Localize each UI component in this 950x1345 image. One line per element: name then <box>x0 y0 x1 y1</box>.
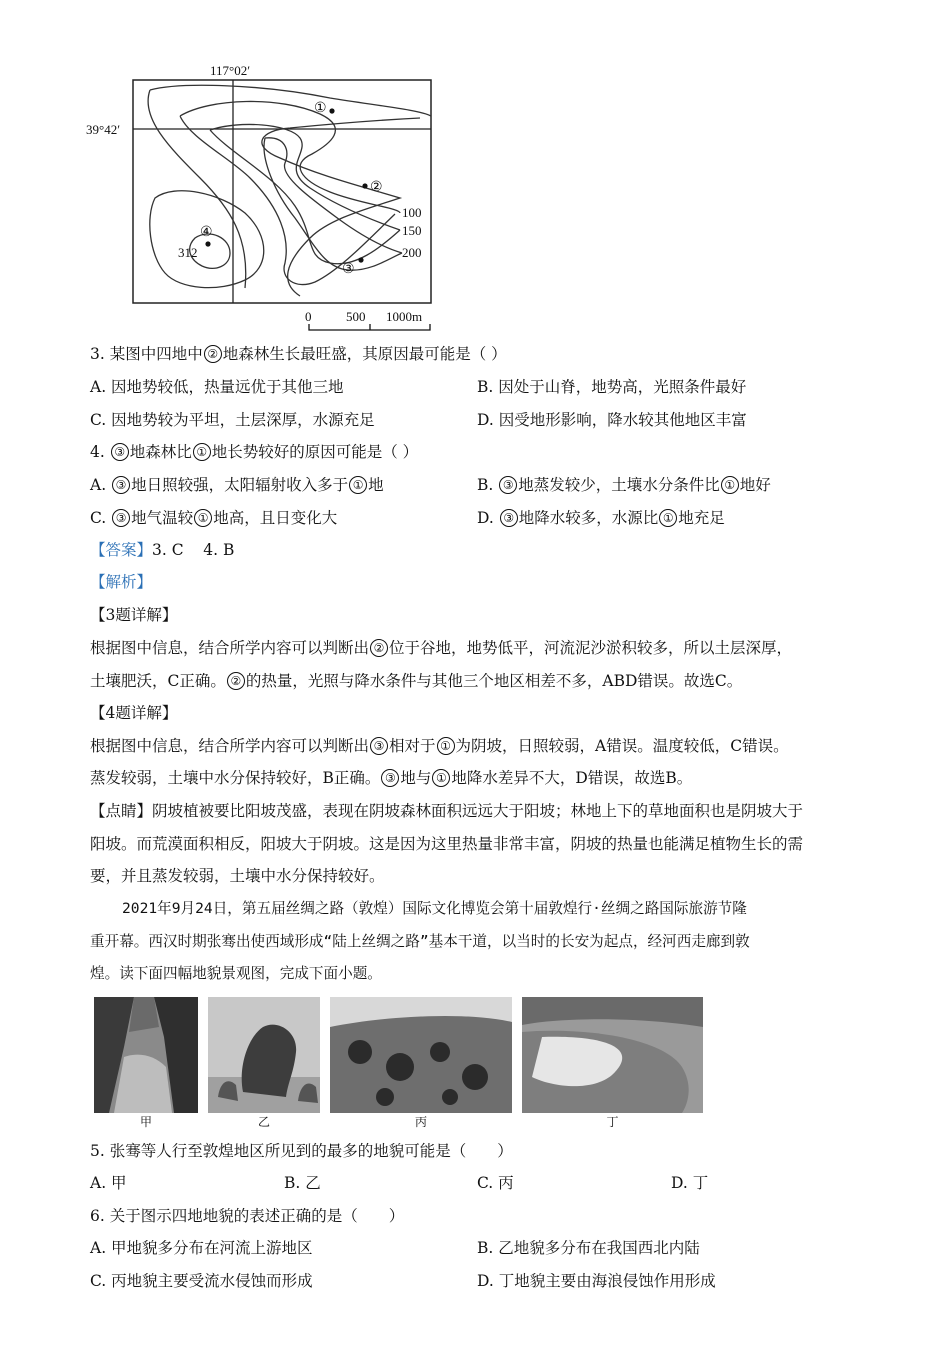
q4-option-d[interactable]: D. ③ 地降水较多，水源比 ① 地充足 <box>477 509 725 527</box>
answer-text: 3. C 4. B <box>152 541 235 559</box>
contour-map <box>80 58 440 338</box>
contour-label-100: 100 <box>402 205 422 220</box>
passage-line2: 重开幕。西汉时期张骞出使西域形成“陆上丝绸之路”基本干道，以当时的长安为起点，经河西走廊到敦 <box>90 933 750 950</box>
q6-option-a[interactable]: A. 甲地貌多分布在河流上游地区 <box>90 1239 313 1257</box>
passage-line3: 煌。读下面四幅地貌景观图，完成下面小题。 <box>90 965 382 982</box>
q4-option-a[interactable]: A. ③ 地日照较强，太阳辐射收入多于 ① 地 <box>90 476 384 494</box>
scale-label-1000: 1000m <box>386 309 423 324</box>
detail4-title: 【4题详解】 <box>90 704 178 722</box>
q4-stem: 4. ③ 地森林比 ① 地长势较好的原因可能是（ ） <box>90 443 419 461</box>
point-4-label: ④ <box>200 224 213 240</box>
point-4-dot <box>205 241 210 246</box>
detail3-line2: 土壤肥沃，C正确。 ② 的热量，光照与降水条件与其他三个地区相差不多，ABD错误。故选C。 <box>90 672 743 690</box>
q3-option-d[interactable]: D. 因受地形影响，降水较其他地区丰富 <box>477 411 747 429</box>
q4-option-c[interactable]: C. ③ 地气温较 ① 地高，且日变化大 <box>90 509 338 527</box>
scale-bar <box>309 324 430 330</box>
contour-label-200: 200 <box>402 245 422 260</box>
q6-stem: 6. 关于图示四地地貌的表述正确的是（ ） <box>90 1207 405 1225</box>
latitude-label: 39°42′ <box>86 122 121 137</box>
q5-option-d[interactable]: D. 丁 <box>671 1174 709 1192</box>
photo-yi <box>208 997 320 1113</box>
passage-line1: 2021年9月24日，第五届丝绸之路（敦煌）国际文化博览会第十届敦煌行·丝绸之路国际旅游节隆 <box>122 900 747 917</box>
analysis-label: 【解析】 <box>90 573 153 591</box>
q5-stem: 5. 张骞等人行至敦煌地区所见到的最多的地貌可能是（ ） <box>90 1142 513 1160</box>
photo-bing <box>330 997 512 1113</box>
photo-caption-ding: 丁 <box>606 1115 619 1129</box>
scale-label-0: 0 <box>305 309 312 324</box>
answer-label: 【答案】 <box>90 541 153 559</box>
photo-ding <box>522 997 703 1113</box>
tip-line2: 阳坡。而荒漠面积相反，阳坡大于阴坡。这是因为这里热量非常丰富，阴坡的热量也能满足植物生长的需 <box>90 835 804 853</box>
q5-option-c[interactable]: C. 丙 <box>477 1174 514 1192</box>
tip-line3: 要，并且蒸发较弱，土壤中水分保持较好。 <box>90 867 385 885</box>
q3-option-c[interactable]: C. 因地势较为平坦，土层深厚，水源充足 <box>90 411 375 429</box>
detail4-line2: 蒸发较弱，土壤中水分保持较好，B正确。 ③ 地与 ① 地降水差异不大，D错误，故选B。 <box>90 769 693 787</box>
detail3-title: 【3题详解】 <box>90 606 178 624</box>
answer-line <box>90 539 234 561</box>
detail3-line1: 根据图中信息，结合所学内容可以判断出 ② 位于谷地，地势低平，河流泥沙淤积较多，所以土层深厚， <box>90 639 793 657</box>
point-3-label: ③ <box>342 261 355 277</box>
q4-option-b[interactable]: B. ③ 地蒸发较少，土壤水分条件比 ① 地好 <box>477 476 771 494</box>
point-2-label: ② <box>370 179 383 195</box>
q3-option-b[interactable]: B. 因处于山脊，地势高，光照条件最好 <box>477 378 747 396</box>
longitude-label: 117°02′ <box>210 63 251 78</box>
peak-elevation: 312 <box>178 245 198 260</box>
point-1-dot <box>329 108 334 113</box>
point-3-dot <box>358 257 363 262</box>
detail4-line1: 根据图中信息，结合所学内容可以判断出 ③ 相对于 ① 为阴坡，日照较弱，A错误。温度较低，C错误。 <box>90 737 789 755</box>
photo-caption-bing: 丙 <box>414 1115 427 1129</box>
photo-jia <box>94 997 198 1113</box>
q6-option-c[interactable]: C. 丙地貌主要受流水侵蚀而形成 <box>90 1272 313 1290</box>
q3-option-a[interactable]: A. 因地势较低，热量远优于其他三地 <box>90 378 344 396</box>
photo-caption-jia: 甲 <box>139 1115 152 1129</box>
tip-label: 【点睛】 <box>90 802 153 820</box>
map-frame <box>133 80 431 303</box>
contour-label-150: 150 <box>402 223 422 238</box>
q6-option-d[interactable]: D. 丁地貌主要由海浪侵蚀作用形成 <box>477 1272 716 1290</box>
point-1-label: ① <box>314 100 327 116</box>
scale-label-500: 500 <box>346 309 366 324</box>
q3-stem-mark: ② <box>204 345 222 363</box>
q3-stem: 3. 某图中四地中 ② 地森林生长最旺盛，其原因最可能是（ ） <box>90 345 507 363</box>
photo-caption-yi: 乙 <box>257 1115 270 1129</box>
q6-option-b[interactable]: B. 乙地貌多分布在我国西北内陆 <box>477 1239 700 1257</box>
q5-option-a[interactable]: A. 甲 <box>90 1174 127 1192</box>
point-2-dot <box>362 183 367 188</box>
q5-option-b[interactable]: B. 乙 <box>284 1174 321 1192</box>
tip-line1: 【点睛】阴坡植被要比阳坡茂盛，表现在阴坡森林面积远远大于阳坡；林地上下的草地面积也是阴坡大于 <box>90 802 804 820</box>
